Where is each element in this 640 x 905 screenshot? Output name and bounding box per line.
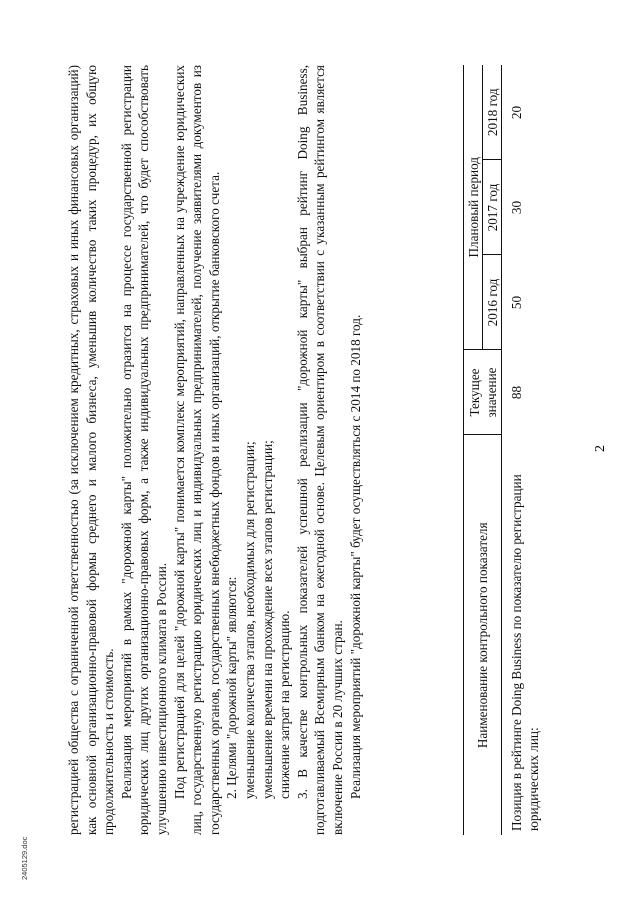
row-value-2016: 50 <box>509 295 524 310</box>
header-year-2017: 2017 год <box>483 160 502 255</box>
goals-heading: 2. Целями "дорожной карты" являются: <box>224 576 240 799</box>
goal-item-2: уменьшение времени на прохождение всех этапов регистрации; <box>259 440 275 799</box>
row-value-2017: 30 <box>509 200 524 215</box>
row-current-value: 88 <box>509 385 524 400</box>
row-name: Позиция в рейтинге Doing Business по показателю регистрации юридических лиц: <box>509 474 541 831</box>
header-planned: Плановый период <box>464 65 483 350</box>
indicator-table <box>463 65 542 835</box>
goal-item-3: снижение затрат на регистрацию. <box>277 610 293 799</box>
header-name: Наименование контрольного показателя <box>464 435 502 835</box>
header-year-2018: 2018 год <box>483 65 502 160</box>
paragraph-1: регистрацией общества с ограниченной ответственностью (за исключением кредитных, страховых и иных финансовых организаций) как основной организационно-правовой формы среднего и малого бизнеса, уменьшив количество таких процедур, их общую продолжительность и стоимость. <box>66 65 117 835</box>
paragraph-2: Реализация мероприятий в рамках "дорожной карты" положительно отразится на процессе государственной регистрации юридических лиц других организационно-правовых форм, а также индивидуальных предпринимателей, что будет способствовать улучшению инвестиционного климата в России. <box>118 65 169 835</box>
header-current: Текущее значение <box>464 350 502 435</box>
footer-filename: 2405129.doc <box>20 836 29 880</box>
page-number: 2 <box>593 445 608 452</box>
header-year-2016: 2016 год <box>483 255 502 350</box>
paragraph-5: Реализация мероприятий "дорожной карты" будет осуществляться с 2014 по 2018 год. <box>347 314 363 799</box>
table-row <box>502 65 543 835</box>
paragraph-3: Под регистрацией для целей "дорожной карты" понимается комплекс мероприятий, направленных на учреждение юридических лиц, государственную регистрацию юридических лиц и индивидуальных предпринимателей, получение заявителями документов из государственных органов, государственных внебюджетных фондов и иных организаций, открытие банковского счета. <box>171 65 222 835</box>
row-value-2018: 20 <box>509 105 524 120</box>
rotated-content <box>65 65 565 835</box>
goal-item-1: уменьшение количества этапов, необходимых для регистрации; <box>241 441 257 799</box>
paragraph-4: 3. В качестве контрольных показателей успешной реализации "дорожной карты" выбран рейтинг Doing Business, подготавливаемый Всемирным банком на ежегодной основе. Целевым ориентиром в соответствии с указанным рейтингом является включение России в 20 лучших стран. <box>294 65 345 835</box>
